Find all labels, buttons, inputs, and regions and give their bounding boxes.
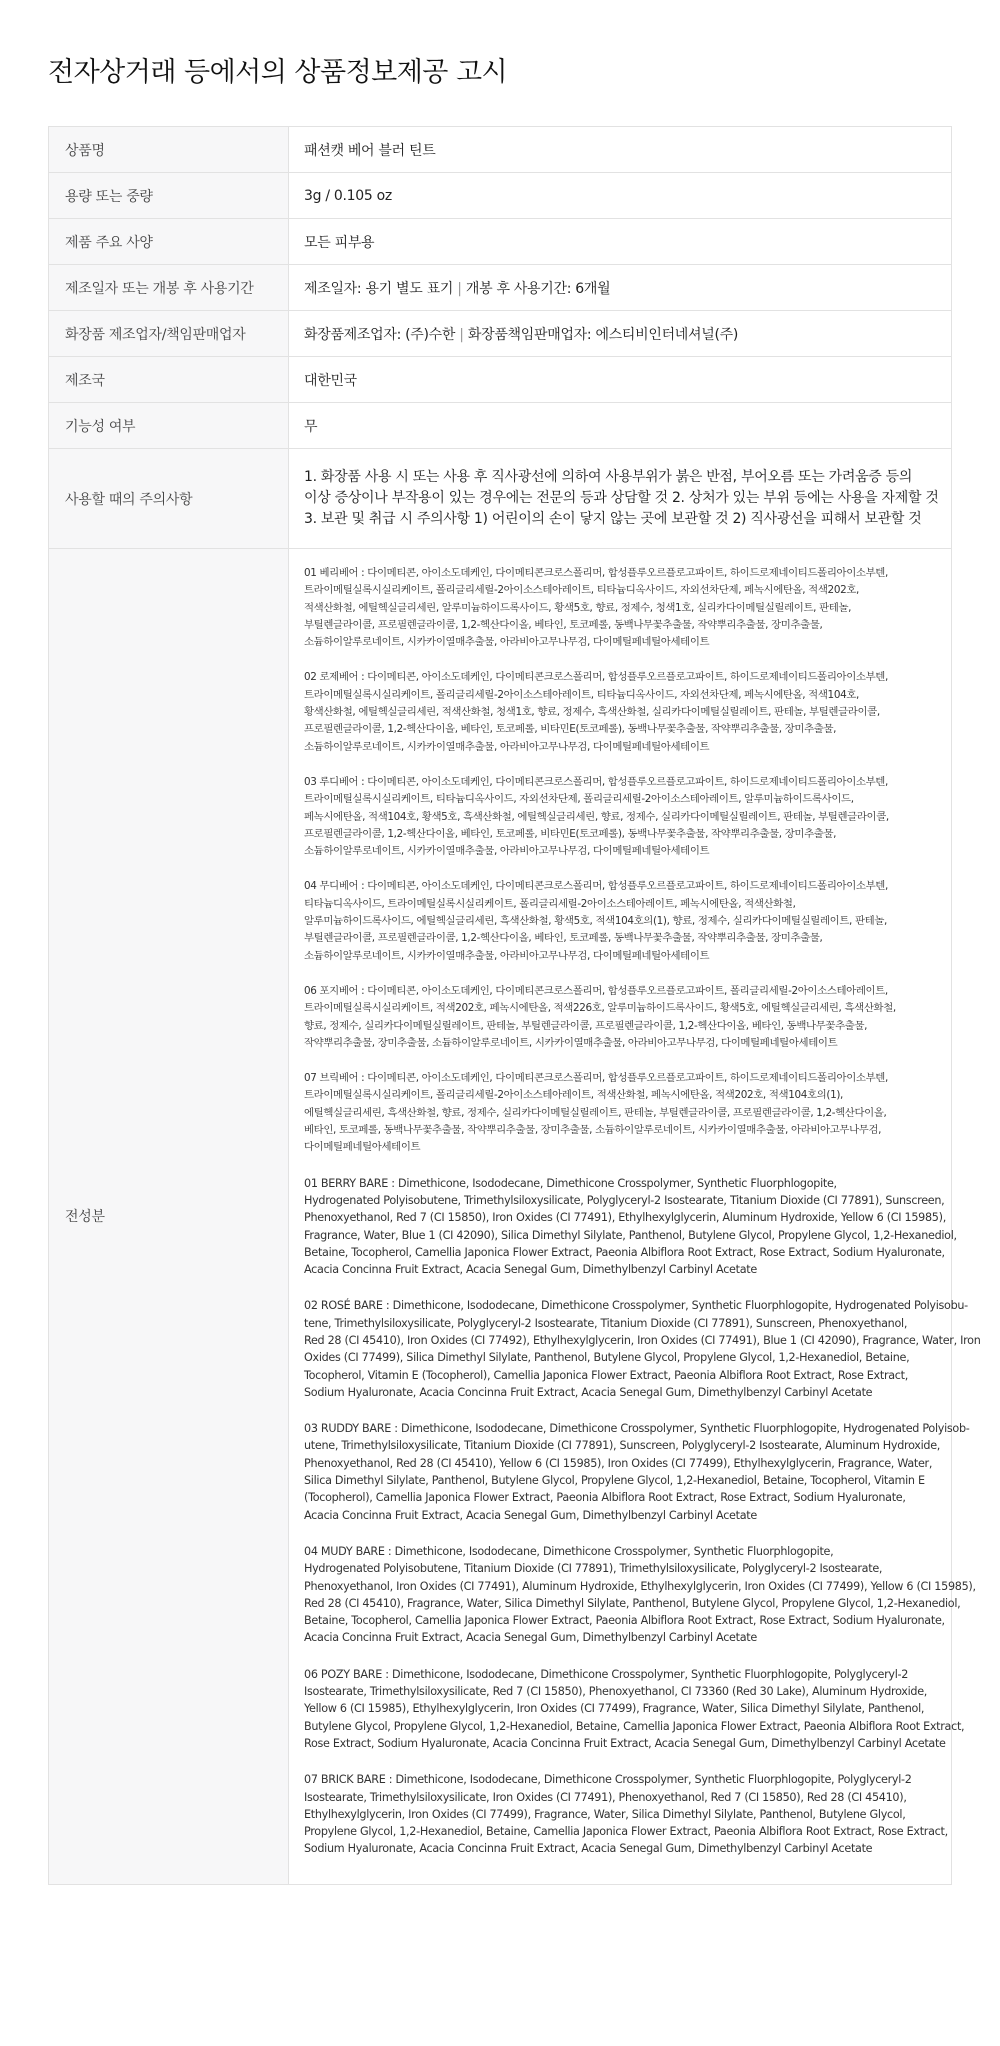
ingredient-line: Phenoxyethanol, Red 7 (CI 15850), Iron Oxides (CI 77491), Ethylhexylglycerin, Aluminum Hydroxide, Yellow 6 (CI 15985), bbox=[304, 1211, 946, 1225]
row-value-precautions bbox=[289, 449, 952, 549]
row-label-manufacturer: 화장품 제조업자/책임판매업자 bbox=[49, 311, 289, 357]
ingredient-line: 03 RUDDY BARE : Dimethicone, Isododecane, Dimethicone Crosspolymer, Synthetic Fluorphlogopite, Hydrogenated Polyisob- bbox=[304, 1422, 970, 1436]
ingredient-block-en bbox=[304, 1175, 957, 1279]
ingredient-line: Acacia Concinna Fruit Extract, Acacia Senegal Gum, Dimethylbenzyl Carbinyl Acetate bbox=[304, 1508, 757, 1522]
table-row bbox=[49, 357, 952, 403]
ingredient-line: Butylene Glycol, Propylene Glycol, 1,2-Hexanediol, Betaine, Camellia Japonica Flower Extract, Paeonia Albiflora Root Extract, bbox=[304, 1719, 965, 1733]
ingredient-line: 소듐하이알루로네이트, 시카카이열매추출물, 아라비아고무나무검, 다이메틸페네틸아세테이트 bbox=[304, 949, 710, 962]
row-label-product-name: 상품명 bbox=[49, 127, 289, 173]
row-label-precautions: 사용할 때의 주의사항 bbox=[49, 449, 289, 549]
ingredient-line: Ethylhexylglycerin, Iron Oxides (CI 77499), Fragrance, Water, Silica Dimethyl Silylate, Panthenol, Butylene Glycol, bbox=[304, 1807, 906, 1821]
ingredient-line: 01 베리베어 : 다이메티콘, 아이소도데케인, 다이메티콘크로스폴리머, 합성플루오르플로고파이트, 하이드로제네이티드폴리아이소부텐, bbox=[304, 567, 888, 579]
ingredient-line: 트라이메틸실록시실리케이트, 적색202호, 페녹시에탄올, 적색226호, 알루미늄하이드록사이드, 황색5호, 에틸헥실글리세린, 흑색산화철, bbox=[304, 1002, 896, 1015]
ingredient-line: 06 POZY BARE : Dimethicone, Isododecane, Dimethicone Crosspolymer, Synthetic Fluorphlogopite, Polyglyceryl-2 bbox=[304, 1667, 909, 1681]
ingredient-line: 작약뿌리추출물, 장미추출물, 소듐하이알루로네이트, 시카카이열매추출물, 아라비아고무나무검, 다이메틸페네틸아세테이트 bbox=[304, 1036, 838, 1049]
separator: | bbox=[457, 280, 462, 297]
ingredient-line: 황색산화철, 에틸헥실글리세린, 적색산화철, 청색1호, 향료, 정제수, 흑색산화철, 실리카다이메틸실릴레이트, 판테놀, 부틸렌글라이콜, bbox=[304, 706, 880, 719]
ingredient-line: 소듐하이알루로네이트, 시카카이열매추출물, 아라비아고무나무검, 다이메틸페네틸아세테이트 bbox=[304, 636, 710, 649]
page-title: 전자상거래 등에서의 상품정보제공 고시 bbox=[48, 57, 508, 88]
table-row bbox=[49, 311, 952, 357]
ingredient-line: Rose Extract, Sodium Hyaluronate, Acacia Concinna Fruit Extract, Acacia Senegal Gum, Dimethylbenzyl Carbinyl Acetate bbox=[304, 1736, 946, 1750]
ingredient-line: Phenoxyethanol, Iron Oxides (CI 77491), Aluminum Hydroxide, Ethylhexylglycerin, Iron Oxides (CI 77499), Yellow 6 (CI 15985), bbox=[304, 1579, 976, 1593]
period-after-opening-text: 개봉 후 사용기간: 6개월 bbox=[465, 280, 611, 297]
ingredient-block-ko bbox=[304, 774, 941, 860]
ingredient-line: Isostearate, Trimethylsiloxysilicate, Red 7 (CI 15850), Phenoxyethanol, CI 73360 (Red 30 Lake), Aluminum Hydroxide, bbox=[304, 1685, 928, 1699]
ingredient-line: Phenoxyethanol, Red 28 (CI 45410), Yellow 6 (CI 15985), Iron Oxides (CI 77499), Ethylhexylglycerin, Fragrance, Water, bbox=[304, 1456, 933, 1470]
row-label-volume: 용량 또는 중량 bbox=[49, 173, 289, 219]
ingredient-line: Isostearate, Trimethylsiloxysilicate, Iron Oxides (CI 77491), Phenoxyethanol, Red 7 (CI 15850), Red 28 (CI 45410), bbox=[304, 1790, 907, 1804]
row-value-expiry bbox=[289, 265, 952, 311]
ingredient-line: Oxides (CI 77499), Silica Dimethyl Silylate, Panthenol, Butylene Glycol, Propylene Glycol, 1,2-Hexanediol, Betaine, bbox=[304, 1351, 910, 1365]
ingredient-line: Propylene Glycol, 1,2-Hexanediol, Betaine, Camellia Japonica Flower Extract, Paeonia Albiflora Root Extract, Rose Extract, bbox=[304, 1825, 948, 1839]
precaution-line: 1. 화장품 사용 시 또는 사용 후 직사광선에 의하여 사용부위가 붉은 반점, 부어오름 또는 가려움증 등의 bbox=[304, 469, 913, 485]
ingredient-line: 트라이메틸실록시실리케이트, 폴리글리세릴-2아이소스테아레이트, 적색산화철, 페녹시에탄올, 적색202호, 적색104호의(1), bbox=[304, 1089, 843, 1102]
table-row bbox=[49, 549, 952, 1885]
ingredient-block-en bbox=[304, 1297, 981, 1401]
ingredient-line: Acacia Concinna Fruit Extract, Acacia Senegal Gum, Dimethylbenzyl Carbinyl Acetate bbox=[304, 1631, 757, 1645]
ingredient-block-ko bbox=[304, 669, 941, 755]
ingredient-line: Sodium Hyaluronate, Acacia Concinna Fruit Extract, Acacia Senegal Gum, Dimethylbenzyl Carbinyl Acetate bbox=[304, 1385, 873, 1399]
ingredient-line: 03 루디베어 : 다이메티콘, 아이소도데케인, 다이메티콘크로스폴리머, 합성플루오르플로고파이트, 하이드로제네이티드폴리아이소부텐, bbox=[304, 775, 888, 788]
ingredient-line: 04 무디베어 : 다이메티콘, 아이소도데케인, 다이메티콘크로스폴리머, 합성플루오르플로고파이트, 하이드로제네이티드폴리아이소부텐, bbox=[304, 880, 888, 893]
row-label-ingredients: 전성분 bbox=[49, 549, 289, 1885]
row-value-functional: 무 bbox=[289, 403, 952, 449]
precaution-line: 3. 보관 및 취급 시 주의사항 1) 어린이의 손이 닿지 않는 곳에 보관할 것 2) 직사광선을 피해서 보관할 것 bbox=[304, 511, 922, 527]
row-label-country: 제조국 bbox=[49, 357, 289, 403]
ingredient-line: 07 브릭베어 : 다이메티콘, 아이소도데케인, 다이메티콘크로스폴리머, 합성플루오르플로고파이트, 하이드로제네이티드폴리아이소부텐, bbox=[304, 1072, 888, 1085]
ingredient-line: Betaine, Tocopherol, Camellia Japonica Flower Extract, Paeonia Albiflora Root Extract, Rose Extract, Sodium Hyaluronate, bbox=[304, 1245, 945, 1259]
ingredient-line: 부틸렌글라이콜, 프로필렌글라이콜, 1,2-헥산다이올, 베타인, 토코페롤, 동백나무꽃추출물, 작약뿌리추출물, 장미추출물, bbox=[304, 932, 823, 945]
ingredient-line: Acacia Concinna Fruit Extract, Acacia Senegal Gum, Dimethylbenzyl Carbinyl Acetate bbox=[304, 1263, 757, 1277]
distributor-text: 화장품책임판매업자: 에스티비인터네셔널(주) bbox=[467, 326, 739, 343]
row-value-product-name: 패션캣 베어 블러 틴트 bbox=[289, 127, 952, 173]
ingredient-line: Betaine, Tocopherol, Camellia Japonica Flower Extract, Paeonia Albiflora Root Extract, Rose Extract, Sodium Hyaluronate, bbox=[304, 1614, 945, 1628]
manufacture-date-text: 제조일자: 용기 별도 표기 bbox=[304, 280, 454, 297]
row-label-specification: 제품 주요 사양 bbox=[49, 219, 289, 265]
ingredient-line: 01 BERRY BARE : Dimethicone, Isododecane, Dimethicone Crosspolymer, Synthetic Fluorphlogopite, bbox=[304, 1176, 837, 1190]
ingredient-line: 02 로제베어 : 다이메티콘, 아이소도데케인, 다이메티콘크로스폴리머, 합성플루오르플로고파이트, 하이드로제네이티드폴리아이소부텐, bbox=[304, 671, 888, 684]
ingredient-block-ko bbox=[304, 565, 941, 651]
ingredient-line: 04 MUDY BARE : Dimethicone, Isododecane, Dimethicone Crosspolymer, Synthetic Fluorphlogopite, bbox=[304, 1544, 834, 1558]
row-value-country: 대한민국 bbox=[289, 357, 952, 403]
ingredient-line: 에틸헥실글리세린, 흑색산화철, 향료, 정제수, 실리카다이메틸실릴레이트, 판테놀, 부틸렌글라이콜, 프로필렌글라이콜, 1,2-헥산다이올, bbox=[304, 1106, 887, 1119]
table-row bbox=[49, 449, 952, 549]
ingredient-line: 트라이메틸실록시실리케이트, 티타늄디옥사이드, 자외선차단제, 폴리글리세릴-2아이소스테아레이트, 알루미늄하이드록사이드, bbox=[304, 793, 854, 806]
ingredient-line: 적색산화철, 에틸헥실글리세린, 알루미늄하이드록사이드, 황색5호, 향료, 정제수, 청색1호, 실리카다이메틸실릴레이트, 판테놀, bbox=[304, 601, 852, 614]
row-label-functional: 기능성 여부 bbox=[49, 403, 289, 449]
ingredient-block-en bbox=[304, 1666, 965, 1752]
ingredient-block-en bbox=[304, 1420, 970, 1524]
row-value-ingredients bbox=[289, 549, 981, 1885]
ingredient-line: Fragrance, Water, Blue 1 (CI 42090), Silica Dimethyl Silylate, Panthenol, Butylene Glycol, Propylene Glycol, 1,2-Hexanediol, bbox=[304, 1228, 957, 1242]
ingredient-line: (Tocopherol), Camellia Japonica Flower Extract, Paeonia Albiflora Root Extract, Rose Extract, Sodium Hyaluronate, bbox=[304, 1491, 906, 1505]
ingredient-line: 02 ROSÉ BARE : Dimethicone, Isododecane, Dimethicone Crosspolymer, Synthetic Fluorphlogopite, Hydrogenated Polyisobu- bbox=[304, 1299, 968, 1313]
table-row bbox=[49, 173, 952, 219]
separator: | bbox=[459, 326, 464, 343]
ingredient-line: Tocopherol, Vitamin E (Tocopherol), Camellia Japonica Flower Extract, Paeonia Albiflora Root Extract, Rose Extract, bbox=[304, 1368, 909, 1382]
ingredient-line: 티타늄디옥사이드, 트라이메틸실록시실리케이트, 폴리글리세릴-2아이소스테아레이트, 페녹시에탄올, 적색산화철, bbox=[304, 897, 796, 910]
ingredient-line: 07 BRICK BARE : Dimethicone, Isododecane, Dimethicone Crosspolymer, Synthetic Fluorphlogopite, Polyglyceryl-2 bbox=[304, 1773, 912, 1787]
precaution-line: 이상 증상이나 부작용이 있는 경우에는 전문의 등과 상담할 것 2. 상처가 있는 부위 등에는 사용을 자제할 것 bbox=[304, 490, 939, 506]
ingredient-line: Hydrogenated Polyisobutene, Trimethylsiloxysilicate, Polyglyceryl-2 Isostearate, Titanium Dioxide (CI 77891), Sunscreen, bbox=[304, 1193, 945, 1207]
row-value-volume: 3g / 0.105 oz bbox=[289, 173, 952, 219]
ingredient-line: 향료, 정제수, 실리카다이메틸실릴레이트, 판테놀, 부틸렌글라이콜, 프로필렌글라이콜, 1,2-헥산다이올, 베타인, 동백나무꽃추출물, bbox=[304, 1019, 868, 1032]
row-value-manufacturer bbox=[289, 311, 952, 357]
ingredient-line: utene, Trimethylsiloxysilicate, Titanium Dioxide (CI 77891), Sunscreen, Polyglyceryl-2 Isostearate, Aluminum Hydroxide, bbox=[304, 1439, 941, 1453]
ingredient-line: Silica Dimethyl Silylate, Panthenol, Butylene Glycol, Propylene Glycol, 1,2-Hexanediol, Betaine, Tocopherol, Vitamin E bbox=[304, 1474, 925, 1488]
ingredient-block-en bbox=[304, 1771, 948, 1857]
ingredient-line: 베타인, 토코페롤, 동백나무꽃추출물, 작약뿌리추출물, 장미추출물, 소듐하이알루로네이트, 시카카이열매추출물, 아라비아고무나무검, bbox=[304, 1124, 882, 1137]
product-info-table bbox=[48, 126, 981, 1885]
ingredient-block-ko bbox=[304, 983, 941, 1052]
table-row bbox=[49, 219, 952, 265]
ingredient-line: Yellow 6 (CI 15985), Ethylhexylglycerin, Iron Oxides (CI 77499), Fragrance, Water, Silica Dimethyl Silylate, Panthenol, bbox=[304, 1702, 925, 1716]
row-value-specification: 모든 피부용 bbox=[289, 219, 952, 265]
ingredient-block-ko bbox=[304, 1070, 941, 1156]
ingredient-line: Sodium Hyaluronate, Acacia Concinna Fruit Extract, Acacia Senegal Gum, Dimethylbenzyl Carbinyl Acetate bbox=[304, 1842, 873, 1856]
ingredient-line: 페녹시에탄올, 적색104호, 황색5호, 흑색산화철, 에틸헥실글리세린, 향료, 정제수, 실리카다이메틸실릴레이트, 판테놀, 부틸렌글라이콜, bbox=[304, 810, 889, 823]
ingredient-block-ko bbox=[304, 878, 941, 964]
ingredient-line: 다이메틸페네틸아세테이트 bbox=[304, 1141, 421, 1154]
ingredient-line: 프로필렌글라이콜, 1,2-헥산다이올, 베타인, 토코페롤, 비타민E(토코페롤), 동백나무꽃추출물, 작약뿌리추출물, 장미추출물, bbox=[304, 827, 837, 840]
ingredient-block-en bbox=[304, 1543, 976, 1647]
manufacturer-text: 화장품제조업자: (주)수한 bbox=[304, 326, 456, 343]
ingredient-line: 알루미늄하이드록사이드, 에틸헥실글리세린, 흑색산화철, 황색5호, 적색104호의(1), 향료, 정제수, 실리카다이메틸실릴레이트, 판테놀, bbox=[304, 915, 887, 928]
ingredient-line: Red 28 (CI 45410), Iron Oxides (CI 77492), Ethylhexylglycerin, Iron Oxides (CI 77491), Blue 1 (CI 42090), Fragrance, Water, Iron bbox=[304, 1333, 981, 1347]
ingredient-line: 트라이메틸실록시실리케이트, 폴리글리세릴-2아이소스테아레이트, 티타늄디옥사이드, 자외선차단제, 페녹시에탄올, 적색202호, bbox=[304, 584, 859, 597]
ingredient-line: Red 28 (CI 45410), Fragrance, Water, Silica Dimethyl Silylate, Panthenol, Butylene Glycol, Propylene Glycol, 1,2-Hexanediol, bbox=[304, 1596, 961, 1610]
ingredient-line: Hydrogenated Polyisobutene, Titanium Dioxide (CI 77891), Trimethylsiloxysilicate, Polyglyceryl-2 Isostearate, bbox=[304, 1562, 883, 1576]
ingredient-line: 소듐하이알루로네이트, 시카카이열매추출물, 아라비아고무나무검, 다이메틸페네틸아세테이트 bbox=[304, 740, 710, 753]
table-row bbox=[49, 265, 952, 311]
ingredient-line: 프로필렌글라이콜, 1,2-헥산다이올, 베타인, 토코페롤, 비타민E(토코페롤), 동백나무꽃추출물, 작약뿌리추출물, 장미추출물, bbox=[304, 723, 837, 736]
ingredient-line: 06 포지베어 : 다이메티콘, 아이소도데케인, 다이메티콘크로스폴리머, 합성플루오르플로고파이트, 폴리글리세릴-2아이소스테아레이트, bbox=[304, 984, 888, 997]
ingredient-line: 소듐하이알루로네이트, 시카카이열매추출물, 아라비아고무나무검, 다이메틸페네틸아세테이트 bbox=[304, 845, 710, 858]
table-row bbox=[49, 127, 952, 173]
table-row bbox=[49, 403, 952, 449]
ingredient-line: tene, Trimethylsiloxysilicate, Polyglyceryl-2 Isostearate, Titanium Dioxide (CI 77891), Sunscreen, Phenoxyethanol, bbox=[304, 1316, 908, 1330]
ingredient-line: 트라이메틸실록시실리케이트, 폴리글리세릴-2아이소스테아레이트, 티타늄디옥사이드, 자외선차단제, 페녹시에탄올, 적색104호, bbox=[304, 688, 859, 701]
ingredient-line: 부틸렌글라이콜, 프로필렌글라이콜, 1,2-헥산다이올, 베타인, 토코페롤, 동백나무꽃추출물, 작약뿌리추출물, 장미추출물, bbox=[304, 618, 823, 631]
row-label-expiry: 제조일자 또는 개봉 후 사용기간 bbox=[49, 265, 289, 311]
